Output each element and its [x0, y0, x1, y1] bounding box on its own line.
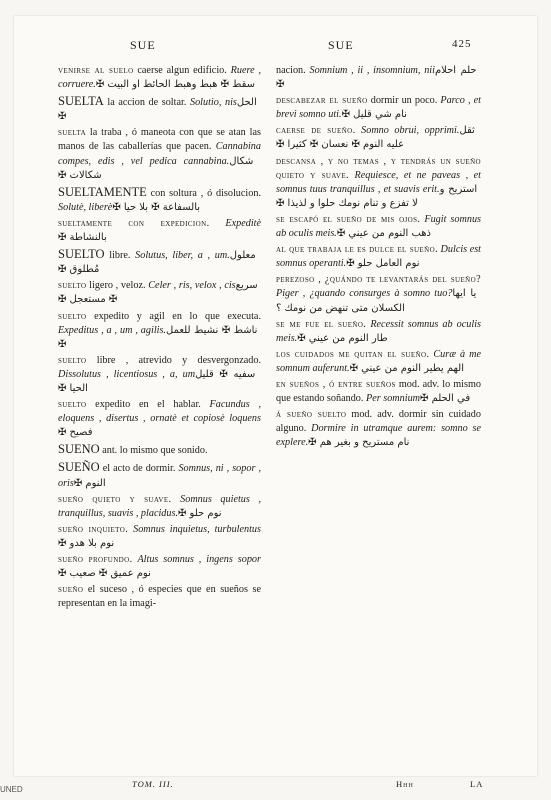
entry-arabic: نام مستريح و بغير هم ✠: [308, 437, 413, 449]
entry-headword: suelto: [58, 354, 87, 366]
entry-headword: descansa , y no temas , y tendrás un sueño quieto y suave.: [276, 155, 481, 181]
entry-headword: sueltamente con expedicion.: [58, 217, 210, 229]
entry-headword: suelto: [58, 399, 87, 411]
entry-latin: Recessit somnus ab oculis meis.: [276, 318, 482, 344]
entry-latin: Altus somnus , ingens sopor: [137, 554, 261, 565]
entry-arabic: ثقل عليه النوم ✠ نعسان ✠ كثيرا ✠: [276, 125, 482, 151]
entry-latin: Dissolutus , licentiosus , a, um: [58, 368, 196, 380]
entry-latin: Dormire in utramque aurem: somno se explere.: [276, 423, 481, 449]
entry-arabic: نوم حلو ✠: [178, 507, 225, 519]
entry-latin: Somnus, ni , sopor , oris: [58, 463, 261, 489]
entry-latin: Solutus, liber, a , um.: [135, 250, 230, 262]
entry-headword: sueño: [58, 584, 84, 596]
dictionary-entry: [276, 124, 481, 152]
entry-headword: suelta: [58, 127, 87, 139]
entry-arabic: استريح و لا تفزع و تنام نومك حلوا و لذيذا ✠: [276, 183, 481, 209]
entry-definition: dormir un poco.: [367, 95, 441, 107]
entry-headword: SUEÑO: [58, 460, 100, 475]
entry-headword: se escapó el sueño de mis ojos.: [276, 213, 421, 225]
entry-latin: Somno obrui, opprimi.: [361, 125, 460, 137]
scan-credit: UNED: [0, 785, 23, 794]
entry-headword: suelto: [58, 280, 87, 292]
entry-headword: á sueño suelto: [276, 409, 347, 421]
running-head-left: SUE: [130, 38, 156, 52]
dictionary-entry: [58, 493, 261, 521]
entry-latin: Celer , ris, velox , cis: [148, 280, 236, 292]
dictionary-entry: [58, 217, 261, 245]
entry-arabic: طار النوم من عيني ✠: [297, 332, 391, 344]
entry-headword: SUELTA: [58, 94, 104, 109]
entry-latin: Expeditè: [225, 217, 262, 229]
dictionary-entry: [58, 442, 261, 458]
entry-headword: los cuidados me quitan el sueño.: [276, 348, 430, 360]
entry-headword: venirse al suelo: [58, 65, 134, 76]
entry-arabic: شكال شكالات ✠: [58, 155, 261, 181]
dictionary-entry: [58, 185, 261, 215]
entry-arabic: معلول مُطلوق ✠: [58, 250, 262, 276]
dictionary-entry: [58, 279, 261, 307]
dictionary-entry: [58, 398, 261, 440]
entry-latin: Somnus inquietus, turbulentus: [133, 523, 261, 535]
entry-arabic: الهم يطير النوم من عيني ✠: [349, 362, 468, 374]
entry-definition: el acto de dormir.: [99, 463, 179, 475]
dictionary-entry: [276, 273, 481, 315]
entry-definition: mod. adv. dormir sin cuidado alguno.: [276, 409, 481, 435]
entry-headword: al que trabaja le es dulce el sueño.: [276, 244, 438, 256]
entry-definition: libre.: [104, 250, 136, 262]
entry-headword: suelto: [58, 310, 87, 322]
entry-headword: se me fue el sueño.: [276, 318, 367, 330]
entry-headword: sueño quieto y suave.: [58, 493, 172, 505]
entry-headword: SUENO: [58, 442, 100, 457]
entry-definition: con soltura , ó disolucion.: [146, 187, 261, 199]
entry-headword: SUELTAMENTE: [58, 184, 147, 199]
entry-latin: Somnium , ii , insomnium, nii: [309, 65, 435, 76]
entry-headword: en sueños , ó entre sueños: [276, 378, 396, 390]
entry-latin: Expeditus , a , um , agilis.: [58, 324, 166, 336]
entry-arabic: بالسفاعة ✠ بلا حيا ✠: [112, 201, 204, 213]
entry-definition: mod. adv. lo mismo que estando soñando.: [276, 378, 481, 405]
entry-arabic: حلم احلام ✠: [276, 65, 481, 91]
entry-definition: expedito y agil en lo que executa.: [86, 310, 261, 322]
dictionary-entry: [58, 310, 261, 352]
entry-headword: caerse de sueño.: [276, 125, 356, 137]
entry-definition: la accion de soltar.: [103, 97, 190, 109]
entry-definition: libre , atrevido y desvergonzado.: [86, 354, 261, 366]
entry-definition: el suceso , ó especies que en sueños se representan en la imagi-: [58, 584, 261, 610]
entry-headword: sueño profundo.: [58, 554, 133, 565]
entry-arabic: فصيح ✠: [58, 427, 93, 439]
dictionary-entry: [58, 523, 261, 551]
dictionary-entry: [58, 64, 261, 92]
signature-mark: Hhh: [396, 779, 414, 789]
dictionary-entry: [276, 408, 481, 450]
entry-latin: Solutio, nis: [189, 97, 237, 109]
entry-definition: [172, 494, 181, 505]
dictionary-entry: [58, 126, 261, 182]
entry-definition: la traba , ó maneota con que se atan las manos de las caballerías que pacen.: [58, 127, 261, 153]
entry-arabic: نوم العامل حلو ✠: [346, 258, 423, 270]
entry-latin: Ruere , corruere.: [58, 65, 261, 91]
entry-latin: Per somnium: [365, 393, 421, 405]
entry-latin: Curæ à me somnum auferunt.: [276, 348, 481, 374]
dictionary-entry: [276, 318, 481, 346]
dictionary-entry: [58, 460, 261, 490]
entry-definition: expedito en el hablar.: [86, 399, 210, 411]
entry-latin: Cannabina compes, edis , vel pedica cannabina.: [58, 141, 261, 167]
entry-latin: Parco , et brevi somno uti.: [276, 95, 482, 121]
dictionary-entry: [276, 348, 481, 376]
entry-latin: Piger , ¿quando consurges à somno tuo?: [276, 288, 453, 300]
entry-latin: Solutè, liberè: [58, 201, 113, 213]
entry-arabic: ذهب النوم من عيني ✠: [336, 228, 435, 240]
entry-arabic: نوم عميق ✠ صعيب ✠: [58, 568, 151, 580]
entry-latin: Somnus quietus , tranquillus, suavis , placidus.: [58, 493, 262, 519]
entry-arabic: نوم بلا هدو ✠: [58, 537, 115, 549]
entry-arabic: سريع ✠ مستعجل ✠: [58, 280, 262, 306]
entry-definition: ligero , veloz.: [86, 280, 149, 292]
catchword: LA: [470, 779, 484, 789]
dictionary-entry: [58, 94, 261, 124]
entry-latin: Requiesce, et ne paveas , et somnus tuus tranquillus , et suavis erit.: [276, 169, 481, 195]
entry-latin: Fugit somnus ab oculis meis.: [276, 213, 481, 240]
entry-headword: SUELTO: [58, 247, 105, 262]
entry-definition: ant. lo mismo que sonido.: [99, 445, 208, 457]
entry-headword: sueño inquieto.: [58, 523, 129, 535]
dictionary-entry: [58, 247, 261, 277]
entry-arabic: الحل ✠: [58, 97, 261, 123]
dictionary-entry: [58, 583, 261, 611]
dictionary-entry: [276, 64, 481, 92]
entry-arabic: سفيه ✠ قليل الحيا ✠: [58, 368, 261, 394]
entry-latin: Dulcis est somnus operanti.: [276, 244, 482, 270]
page-number: 425: [452, 38, 472, 50]
dictionary-entry: [276, 243, 481, 271]
entry-arabic: ناشط ✠ نشيط للعمل ✠: [58, 324, 261, 350]
entry-arabic: النوم ✠: [73, 477, 109, 489]
entry-arabic: نام شي قليل ✠: [341, 109, 411, 121]
entry-definition: caerse algun edificio.: [133, 65, 231, 76]
entry-arabic: يا ايها الكسلان متى تنهض من نومك ؟: [276, 288, 481, 314]
dictionary-entry: [276, 94, 481, 122]
entry-arabic: في الحلم ✠: [420, 393, 474, 405]
entry-arabic: بالنشاطة ✠: [58, 232, 107, 244]
left-column: [58, 64, 261, 613]
running-head-right: SUE: [328, 38, 354, 52]
dictionary-entry: [276, 213, 481, 241]
dictionary-entry: [58, 553, 261, 581]
entry-definition: [210, 218, 226, 229]
entry-headword: perezoso , ¿quándo te levantarás del sueño?: [276, 274, 481, 286]
entry-latin: Facundus , eloquens , disertus , ornatè et copiosè loquens: [58, 399, 261, 425]
dictionary-entry: [276, 378, 481, 406]
entry-definition: nacion.: [276, 65, 310, 76]
dictionary-entry: [58, 354, 261, 396]
right-column: [276, 64, 481, 452]
volume-marker: TOM. III.: [132, 779, 174, 789]
dictionary-entry: [276, 155, 481, 211]
entry-arabic: سقط ✠ هبط وهبط الحائط او البيت ✠: [95, 79, 259, 91]
entry-headword: descabezar el sueño: [276, 95, 368, 107]
